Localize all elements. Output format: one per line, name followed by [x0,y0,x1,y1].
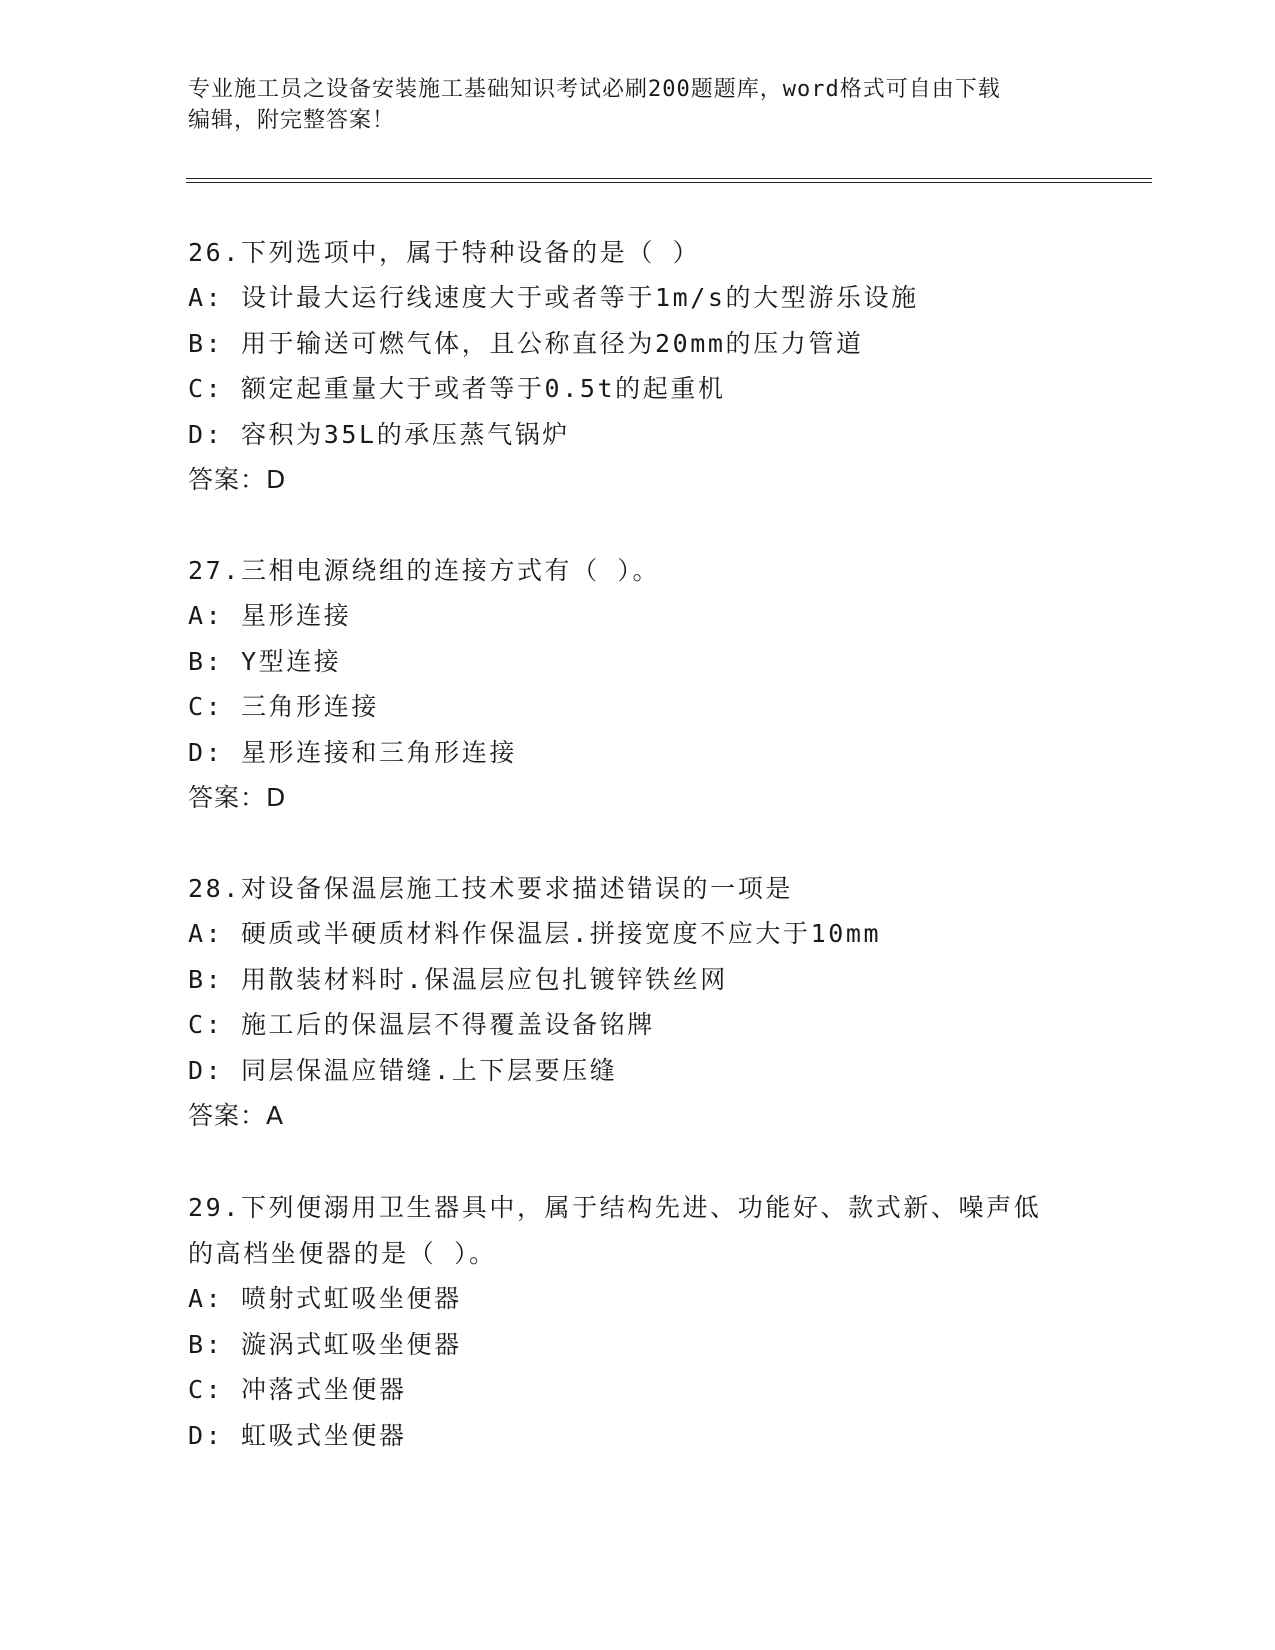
option-d: D: 虹吸式坐便器 [188,1420,407,1450]
question-stem: 27.三相电源绕组的连接方式有（ ）。 [188,556,661,585]
option-d: D: 容积为35L的承压蒸气锅炉 [188,419,570,449]
document-header [188,74,1068,136]
option-a: A: 喷射式虹吸坐便器 [188,1284,462,1313]
option-a: A: 设计最大运行线速度大于或者等于1m/s的大型游乐设施 [188,283,919,312]
question-26 [188,231,1088,503]
option-a: A: 星形连接 [188,601,352,630]
option-b: B: 用于输送可燃气体，且公称直径为20mm的压力管道 [188,328,864,358]
answer: 答案：A [188,1101,285,1130]
option-c: C: 额定起重量大于或者等于0.5t的起重机 [188,374,726,403]
question-27 [188,549,1088,821]
header-divider-bottom [186,182,1152,183]
option-d: D: 星形连接和三角形连接 [188,737,517,767]
answer: 答案：D [188,465,287,494]
option-a: A: 硬质或半硬质材料作保温层.拼接宽度不应大于10mm [188,919,882,948]
option-c: C: 施工后的保温层不得覆盖设备铭牌 [188,1010,655,1039]
question-28 [188,867,1088,1139]
question-stem-line-2: 的高档坐便器的是（ ）。 [188,1238,497,1268]
option-b: B: Y型连接 [188,646,342,676]
question-stem: 26.下列选项中，属于特种设备的是（ ） [188,238,701,267]
option-b: B: 漩涡式虹吸坐便器 [188,1329,462,1359]
header-title-line-1: 专业施工员之设备安装施工基础知识考试必刷200题题库，word格式可自由下载 [188,77,1001,102]
option-d: D: 同层保温应错缝.上下层要压缝 [188,1055,618,1085]
option-b: B: 用散装材料时.保温层应包扎镀锌铁丝网 [188,964,728,994]
header-divider-top [186,178,1152,179]
header-title-line-2: 编辑，附完整答案！ [188,108,396,133]
question-29 [188,1185,1088,1458]
question-stem-line-1: 29.下列便溺用卫生器具中，属于结构先进、功能好、款式新、噪声低 [188,1193,1042,1222]
option-c: C: 冲落式坐便器 [188,1375,407,1404]
question-stem: 28.对设备保温层施工技术要求描述错误的一项是 [188,874,793,903]
option-c: C: 三角形连接 [188,692,379,721]
answer: 答案：D [188,783,287,812]
